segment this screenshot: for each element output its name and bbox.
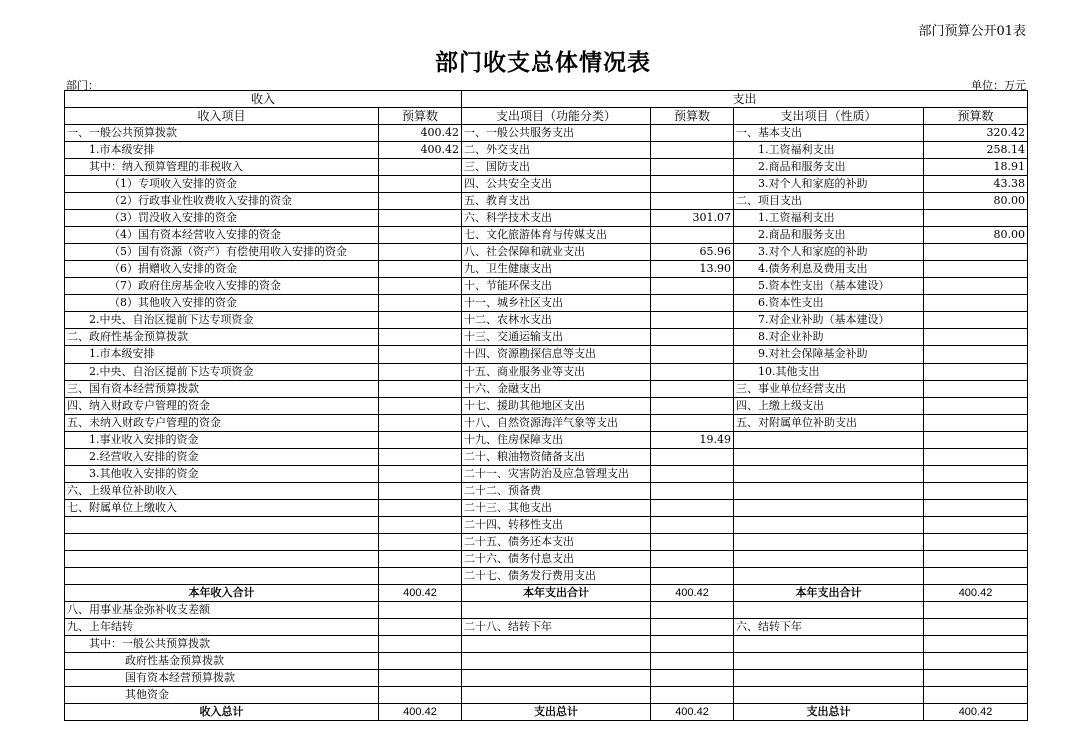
expense-func-budget-cell	[651, 329, 734, 346]
income-budget-cell	[379, 346, 462, 363]
income-budget-cell	[379, 431, 462, 448]
expense-nature-budget-cell	[924, 465, 1028, 482]
expense-func-budget-cell	[651, 159, 734, 176]
expense-nature-budget-cell	[924, 550, 1028, 567]
income-budget-cell: 400.42	[379, 704, 462, 721]
expense-nature-cell: 8.对企业补助	[734, 329, 924, 346]
expense-func-budget-cell	[651, 482, 734, 499]
expense-nature-header: 支出项目（性质）	[734, 108, 924, 125]
table-row	[65, 295, 1028, 312]
table-row	[65, 193, 1028, 210]
income-item-cell: 二、政府性基金预算拨款	[65, 329, 379, 346]
income-item-cell: （6）捐赠收入安排的资金	[65, 261, 379, 278]
income-budget-cell	[379, 278, 462, 295]
income-item-cell	[65, 516, 379, 533]
table-row	[65, 653, 1028, 670]
table-row	[65, 176, 1028, 193]
table-row	[65, 397, 1028, 414]
table-row	[65, 125, 1028, 142]
expense-func-cell: 二十八、结转下年	[462, 618, 651, 635]
expense-func-cell: 支出总计	[462, 704, 651, 721]
expense-nature-cell: 一、基本支出	[734, 125, 924, 142]
expense-func-cell	[462, 653, 651, 670]
income-item-cell: 六、上级单位补助收入	[65, 482, 379, 499]
income-item-cell: 政府性基金预算拨款	[65, 653, 379, 670]
page-title: 部门收支总体情况表	[435, 49, 651, 76]
expense-func-cell	[462, 636, 651, 653]
income-item-cell: （1）专项收入安排的资金	[65, 176, 379, 193]
expense-section-header: 支出	[462, 91, 1028, 108]
form-code: 部门预算公开01表	[918, 24, 1026, 39]
expense-nature-cell: 1.工资福利支出	[734, 142, 924, 159]
income-budget-cell	[379, 159, 462, 176]
income-item-cell: 其中：一般公共预算拨款	[65, 636, 379, 653]
expense-func-cell: 十七、援助其他地区支出	[462, 397, 651, 414]
expense-func-cell: 四、公共安全支出	[462, 176, 651, 193]
table-row	[65, 516, 1028, 533]
header-row-columns	[65, 108, 1028, 125]
income-section-header: 收入	[65, 91, 462, 108]
expense-nature-budget-cell: 400.42	[924, 584, 1028, 601]
expense-func-cell: 二十三、其他支出	[462, 499, 651, 516]
expense-nature-cell: 六、结转下年	[734, 618, 924, 635]
expense-func-budget-cell: 13.90	[651, 261, 734, 278]
expense-func-budget-cell	[651, 227, 734, 244]
unit-label: 单位：万元	[971, 79, 1026, 92]
expense-nature-cell: 5.资本性支出（基本建设）	[734, 278, 924, 295]
expense-nature-cell: 9.对社会保障基金补助	[734, 346, 924, 363]
table-row	[65, 448, 1028, 465]
expense-func-cell: 二十五、债务还本支出	[462, 533, 651, 550]
expense-func-budget-cell	[651, 465, 734, 482]
expense-nature-cell	[734, 653, 924, 670]
expense-nature-budget-cell: 43.38	[924, 176, 1028, 193]
expense-func-cell: 二十、粮油物资储备支出	[462, 448, 651, 465]
expense-func-budget-cell	[651, 278, 734, 295]
expense-func-budget-cell	[651, 193, 734, 210]
table-row	[65, 380, 1028, 397]
table-row	[65, 346, 1028, 363]
table-row	[65, 465, 1028, 482]
income-item-cell: 其中：纳入预算管理的非税收入	[65, 159, 379, 176]
expense-nature-budget-cell	[924, 261, 1028, 278]
expense-func-budget-cell	[651, 448, 734, 465]
income-item-cell: 1.市本级安排	[65, 142, 379, 159]
expense-func-budget-cell: 301.07	[651, 210, 734, 227]
income-budget-cell	[379, 193, 462, 210]
income-budget-cell	[379, 482, 462, 499]
expense-nature-cell: 2.商品和服务支出	[734, 227, 924, 244]
income-budget-cell	[379, 210, 462, 227]
income-budget-cell	[379, 636, 462, 653]
income-budget-cell	[379, 227, 462, 244]
expense-nature-cell	[734, 636, 924, 653]
income-budget-cell	[379, 363, 462, 380]
table-row	[65, 142, 1028, 159]
income-item-cell: 八、用事业基金弥补收支差额	[65, 601, 379, 618]
table-row	[65, 244, 1028, 261]
expense-func-cell: 二十一、灾害防治及应急管理支出	[462, 465, 651, 482]
expense-nature-budget-cell	[924, 295, 1028, 312]
expense-func-cell: 十八、自然资源海洋气象等支出	[462, 414, 651, 431]
expense-nature-cell	[734, 465, 924, 482]
expense-nature-budget-cell: 80.00	[924, 227, 1028, 244]
expense-func-cell: 七、文化旅游体育与传媒支出	[462, 227, 651, 244]
expense-nature-budget-cell	[924, 670, 1028, 687]
expense-nature-budget-cell	[924, 448, 1028, 465]
expense-nature-budget-cell	[924, 482, 1028, 499]
expense-nature-cell: 6.资本性支出	[734, 295, 924, 312]
table-row	[65, 499, 1028, 516]
expense-nature-cell: 10.其他支出	[734, 363, 924, 380]
expense-func-budget-cell	[651, 176, 734, 193]
income-item-cell: 国有资本经营预算拨款	[65, 670, 379, 687]
table-row	[65, 567, 1028, 584]
table-row	[65, 550, 1028, 567]
expense-nature-budget-header: 预算数	[924, 108, 1028, 125]
income-budget-cell	[379, 448, 462, 465]
income-item-cell: 2.经营收入安排的资金	[65, 448, 379, 465]
expense-func-budget-cell	[651, 601, 734, 618]
income-budget-cell	[379, 653, 462, 670]
expense-nature-budget-cell	[924, 329, 1028, 346]
expense-nature-budget-cell	[924, 210, 1028, 227]
income-budget-cell	[379, 516, 462, 533]
income-budget-cell: 400.42	[379, 125, 462, 142]
income-item-cell: 1.事业收入安排的资金	[65, 431, 379, 448]
income-item-cell	[65, 567, 379, 584]
income-item-cell: （3）罚没收入安排的资金	[65, 210, 379, 227]
table-row	[65, 687, 1028, 704]
expense-func-budget-cell	[651, 397, 734, 414]
expense-func-cell: 一、一般公共服务支出	[462, 125, 651, 142]
expense-nature-budget-cell	[924, 618, 1028, 635]
header-row-sections	[65, 91, 1028, 108]
expense-nature-cell	[734, 601, 924, 618]
expense-nature-budget-cell	[924, 499, 1028, 516]
expense-func-cell: 二、外交支出	[462, 142, 651, 159]
table-row	[65, 431, 1028, 448]
expense-func-budget-cell	[651, 550, 734, 567]
expense-func-budget-cell	[651, 295, 734, 312]
expense-nature-cell: 1.工资福利支出	[734, 210, 924, 227]
expense-nature-cell	[734, 516, 924, 533]
expense-nature-budget-cell	[924, 653, 1028, 670]
expense-func-cell: 五、教育支出	[462, 193, 651, 210]
income-budget-cell	[379, 380, 462, 397]
expense-func-cell	[462, 601, 651, 618]
income-budget-cell	[379, 295, 462, 312]
income-item-cell: 九、上年结转	[65, 618, 379, 635]
expense-nature-cell: 二、项目支出	[734, 193, 924, 210]
expense-func-cell: 六、科学技术支出	[462, 210, 651, 227]
table-row	[65, 363, 1028, 380]
income-budget-cell: 400.42	[379, 142, 462, 159]
table-row	[65, 414, 1028, 431]
expense-func-budget-cell	[651, 414, 734, 431]
income-item-cell: （8）其他收入安排的资金	[65, 295, 379, 312]
expense-func-budget-cell	[651, 567, 734, 584]
expense-func-header: 支出项目（功能分类）	[462, 108, 651, 125]
income-item-cell: （7）政府住房基金收入安排的资金	[65, 278, 379, 295]
expense-func-budget-cell	[651, 346, 734, 363]
expense-func-budget-cell	[651, 618, 734, 635]
income-budget-cell	[379, 618, 462, 635]
expense-func-cell: 十、节能环保支出	[462, 278, 651, 295]
expense-func-budget-cell	[651, 670, 734, 687]
expense-func-budget-cell	[651, 687, 734, 704]
income-item-cell: 一、一般公共预算拨款	[65, 125, 379, 142]
expense-func-budget-cell	[651, 499, 734, 516]
expense-nature-budget-cell	[924, 567, 1028, 584]
income-item-cell: 四、纳入财政专户管理的资金	[65, 397, 379, 414]
income-item-cell: 收入总计	[65, 704, 379, 721]
income-item-cell: （2）行政事业性收费收入安排的资金	[65, 193, 379, 210]
expense-nature-cell: 支出总计	[734, 704, 924, 721]
income-budget-cell	[379, 601, 462, 618]
table-row	[65, 670, 1028, 687]
expense-func-budget-cell	[651, 653, 734, 670]
expense-nature-budget-cell	[924, 278, 1028, 295]
expense-nature-budget-cell	[924, 414, 1028, 431]
total-row	[65, 704, 1028, 721]
income-budget-cell	[379, 533, 462, 550]
expense-nature-cell: 本年支出合计	[734, 584, 924, 601]
expense-nature-cell	[734, 431, 924, 448]
expense-nature-budget-cell	[924, 601, 1028, 618]
expense-nature-cell	[734, 448, 924, 465]
table-row	[65, 482, 1028, 499]
income-budget-cell	[379, 261, 462, 278]
expense-nature-cell: 7.对企业补助（基本建设）	[734, 312, 924, 329]
expense-func-budget-cell: 65.96	[651, 244, 734, 261]
expense-nature-budget-cell	[924, 244, 1028, 261]
expense-nature-cell: 4.债务利息及费用支出	[734, 261, 924, 278]
income-budget-cell	[379, 567, 462, 584]
expense-func-budget-cell	[651, 125, 734, 142]
income-budget-header: 预算数	[379, 108, 462, 125]
expense-func-cell: 十一、城乡社区支出	[462, 295, 651, 312]
total-row	[65, 584, 1028, 601]
expense-func-cell: 十六、金融支出	[462, 380, 651, 397]
income-item-cell: 1.市本级安排	[65, 346, 379, 363]
expense-nature-cell	[734, 482, 924, 499]
budget-table	[64, 90, 1028, 721]
income-budget-cell	[379, 414, 462, 431]
expense-func-cell: 十五、商业服务业等支出	[462, 363, 651, 380]
income-budget-cell	[379, 329, 462, 346]
expense-nature-budget-cell: 400.42	[924, 704, 1028, 721]
income-item-cell	[65, 533, 379, 550]
income-budget-cell	[379, 397, 462, 414]
income-item-cell: 2.中央、自治区提前下达专项资金	[65, 363, 379, 380]
income-budget-cell	[379, 550, 462, 567]
income-budget-cell	[379, 499, 462, 516]
table-row	[65, 261, 1028, 278]
expense-func-cell	[462, 687, 651, 704]
expense-func-cell: 十二、农林水支出	[462, 312, 651, 329]
income-budget-cell	[379, 312, 462, 329]
expense-nature-cell	[734, 567, 924, 584]
income-item-cell: （5）国有资源（资产）有偿使用收入安排的资金	[65, 244, 379, 261]
income-budget-cell	[379, 176, 462, 193]
expense-func-cell: 十九、住房保障支出	[462, 431, 651, 448]
table-row	[65, 159, 1028, 176]
income-item-cell: 2.中央、自治区提前下达专项资金	[65, 312, 379, 329]
income-item-cell: （4）国有资本经营收入安排的资金	[65, 227, 379, 244]
income-item-cell: 五、未纳入财政专户管理的资金	[65, 414, 379, 431]
expense-func-cell: 十三、交通运输支出	[462, 329, 651, 346]
table-row	[65, 601, 1028, 618]
expense-func-budget-cell	[651, 516, 734, 533]
table-row	[65, 278, 1028, 295]
expense-func-cell: 十四、资源勘探信息等支出	[462, 346, 651, 363]
expense-nature-cell: 五、对附属单位补助支出	[734, 414, 924, 431]
expense-nature-cell: 3.对个人和家庭的补助	[734, 244, 924, 261]
table-row	[65, 312, 1028, 329]
expense-nature-budget-cell	[924, 346, 1028, 363]
income-item-cell	[65, 550, 379, 567]
department-label: 部门：	[66, 79, 99, 92]
income-budget-cell: 400.42	[379, 584, 462, 601]
expense-func-budget-cell	[651, 312, 734, 329]
expense-func-cell: 二十七、债务发行费用支出	[462, 567, 651, 584]
expense-nature-budget-cell	[924, 397, 1028, 414]
expense-func-budget-cell: 400.42	[651, 584, 734, 601]
income-budget-cell	[379, 670, 462, 687]
expense-func-budget-cell	[651, 636, 734, 653]
expense-func-budget-cell	[651, 363, 734, 380]
table-row	[65, 636, 1028, 653]
expense-nature-budget-cell: 18.91	[924, 159, 1028, 176]
expense-nature-budget-cell	[924, 312, 1028, 329]
expense-nature-budget-cell: 258.14	[924, 142, 1028, 159]
expense-nature-cell: 2.商品和服务支出	[734, 159, 924, 176]
table-row	[65, 533, 1028, 550]
expense-nature-budget-cell	[924, 431, 1028, 448]
expense-nature-budget-cell: 320.42	[924, 125, 1028, 142]
expense-nature-cell	[734, 533, 924, 550]
expense-nature-cell: 三、事业单位经营支出	[734, 380, 924, 397]
expense-func-cell: 二十四、转移性支出	[462, 516, 651, 533]
table-row	[65, 329, 1028, 346]
expense-func-cell: 本年支出合计	[462, 584, 651, 601]
expense-func-budget-header: 预算数	[651, 108, 734, 125]
expense-nature-budget-cell	[924, 636, 1028, 653]
expense-func-cell: 三、国防支出	[462, 159, 651, 176]
expense-func-cell: 九、卫生健康支出	[462, 261, 651, 278]
expense-func-budget-cell: 19.49	[651, 431, 734, 448]
expense-func-cell: 八、社会保障和就业支出	[462, 244, 651, 261]
expense-func-cell: 二十六、债务付息支出	[462, 550, 651, 567]
expense-func-budget-cell: 400.42	[651, 704, 734, 721]
expense-nature-cell: 3.对个人和家庭的补助	[734, 176, 924, 193]
expense-func-budget-cell	[651, 380, 734, 397]
table-row	[65, 618, 1028, 635]
table-row	[65, 227, 1028, 244]
expense-nature-budget-cell	[924, 380, 1028, 397]
income-item-header: 收入项目	[65, 108, 379, 125]
expense-func-budget-cell	[651, 142, 734, 159]
table-row	[65, 210, 1028, 227]
expense-func-budget-cell	[651, 533, 734, 550]
income-item-cell: 七、附属单位上缴收入	[65, 499, 379, 516]
expense-func-cell: 二十二、预备费	[462, 482, 651, 499]
expense-nature-budget-cell	[924, 687, 1028, 704]
expense-nature-cell: 四、上缴上级支出	[734, 397, 924, 414]
income-item-cell: 其他资金	[65, 687, 379, 704]
expense-nature-cell	[734, 550, 924, 567]
income-item-cell: 三、国有资本经营预算拨款	[65, 380, 379, 397]
expense-nature-cell	[734, 499, 924, 516]
expense-nature-budget-cell	[924, 516, 1028, 533]
expense-nature-budget-cell	[924, 533, 1028, 550]
expense-nature-budget-cell: 80.00	[924, 193, 1028, 210]
expense-nature-budget-cell	[924, 363, 1028, 380]
income-budget-cell	[379, 687, 462, 704]
income-item-cell: 本年收入合计	[65, 584, 379, 601]
expense-nature-cell	[734, 670, 924, 687]
income-item-cell: 3.其他收入安排的资金	[65, 465, 379, 482]
expense-nature-cell	[734, 687, 924, 704]
income-budget-cell	[379, 244, 462, 261]
income-budget-cell	[379, 465, 462, 482]
expense-func-cell	[462, 670, 651, 687]
